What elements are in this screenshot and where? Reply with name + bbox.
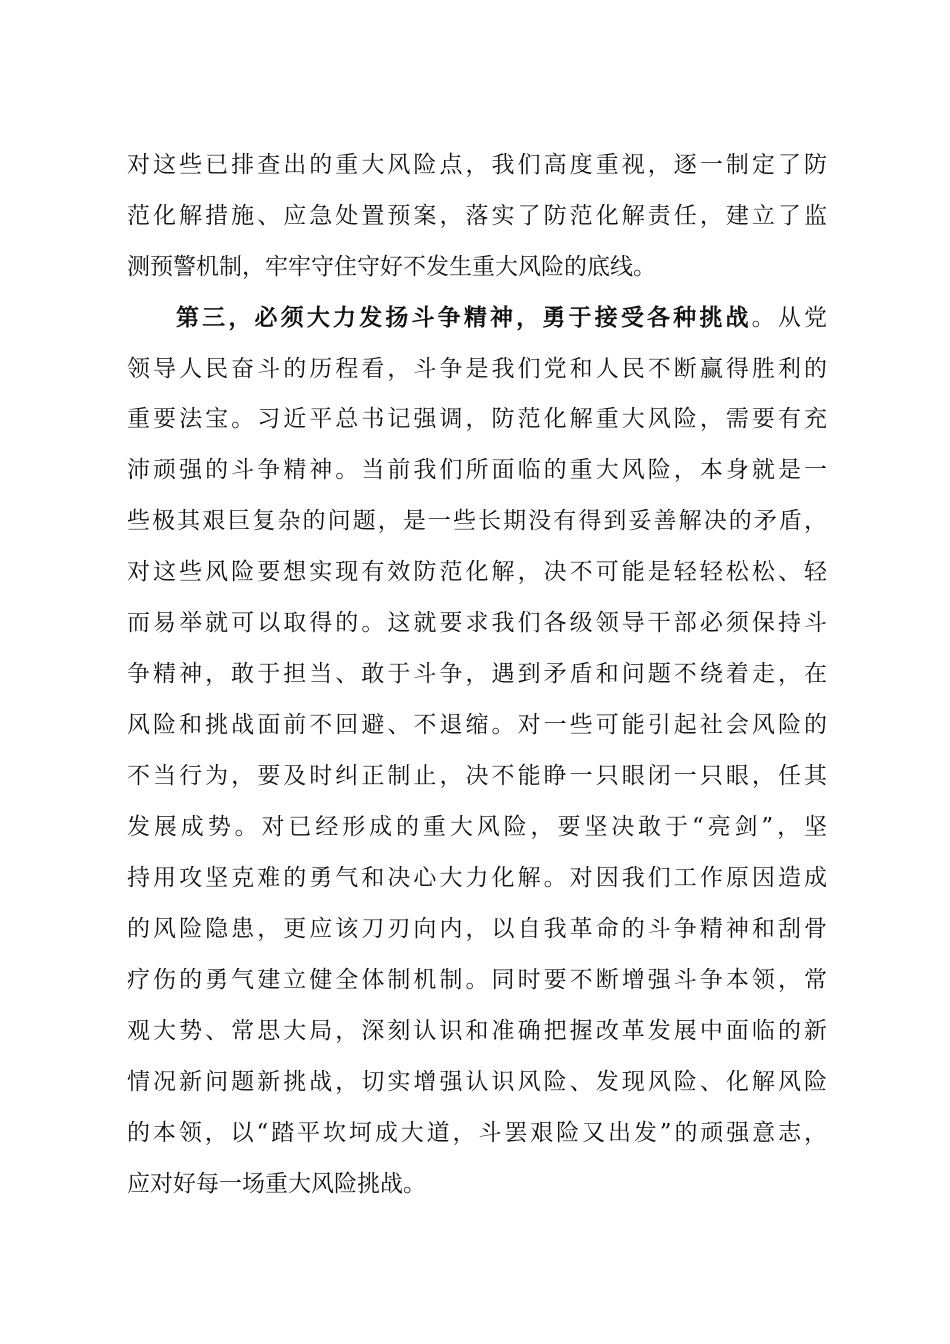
paragraph2-line: 重要法宝。习近平总书记强调，防范化解重大风险，需要有充 bbox=[127, 406, 827, 432]
paragraph2-line: 情况新问题新挑战，切实增强认识风险、发现风险、化解风险 bbox=[127, 1069, 827, 1095]
paragraph2-line: 些极其艰巨复杂的问题，是一些长期没有得到妥善解决的矛盾， bbox=[127, 508, 827, 534]
paragraph1-line: 对这些已排查出的重大风险点，我们高度重视，逐一制定了防 bbox=[127, 152, 827, 178]
section-heading: 第三，必须大力发扬斗争精神，勇于接受各种挑战 bbox=[176, 305, 752, 331]
paragraph2-line: 的风险隐患，更应该刀刃向内，以自我革命的斗争精神和刮骨 bbox=[127, 916, 827, 942]
paragraph2-first-line-rest: 。从党 bbox=[751, 305, 828, 331]
paragraph2-line: 观大势、常思大局，深刻认识和准确把握改革发展中面临的新 bbox=[127, 1018, 827, 1044]
paragraph2-line: 领导人民奋斗的历程看，斗争是我们党和人民不断赢得胜利的 bbox=[127, 356, 827, 382]
paragraph2-line: 沛顽强的斗争精神。当前我们所面临的重大风险，本身就是一 bbox=[127, 457, 827, 483]
paragraph2-line: 疗伤的勇气建立健全体制机制。同时要不断增强斗争本领，常 bbox=[127, 967, 827, 993]
paragraph2-line: 风险和挑战面前不回避、不退缩。对一些可能引起社会风险的 bbox=[127, 712, 827, 738]
paragraph2-line: 争精神，敢于担当、敢于斗争，遇到矛盾和问题不绕着走，在 bbox=[127, 661, 827, 687]
paragraph1-line: 范化解措施、应急处置预案，落实了防范化解责任，建立了监 bbox=[127, 203, 827, 229]
paragraph1-line: 测预警机制，牢牢守住守好不发生重大风险的底线。 bbox=[127, 254, 656, 280]
paragraph2-line: 应对好每一场重大风险挑战。 bbox=[127, 1171, 426, 1197]
paragraph2-line: 不当行为，要及时纠正制止，决不能睁一只眼闭一只眼，任其 bbox=[127, 763, 827, 789]
paragraph2-line: 持用攻坚克难的勇气和决心大力化解。对因我们工作原因造成 bbox=[127, 865, 827, 891]
paragraph2-line: 对这些风险要想实现有效防范化解，决不可能是轻轻松松、轻 bbox=[127, 559, 827, 585]
paragraph2-line: 发展成势。对已经形成的重大风险，要坚决敢于“亮剑”，坚 bbox=[127, 814, 827, 840]
paragraph2-first-line bbox=[176, 298, 827, 338]
paragraph2-line: 的本领，以“踏平坎坷成大道，斗罢艰险又出发”的顽强意志， bbox=[127, 1120, 827, 1146]
paragraph2-line: 而易举就可以取得的。这就要求我们各级领导干部必须保持斗 bbox=[127, 610, 827, 636]
